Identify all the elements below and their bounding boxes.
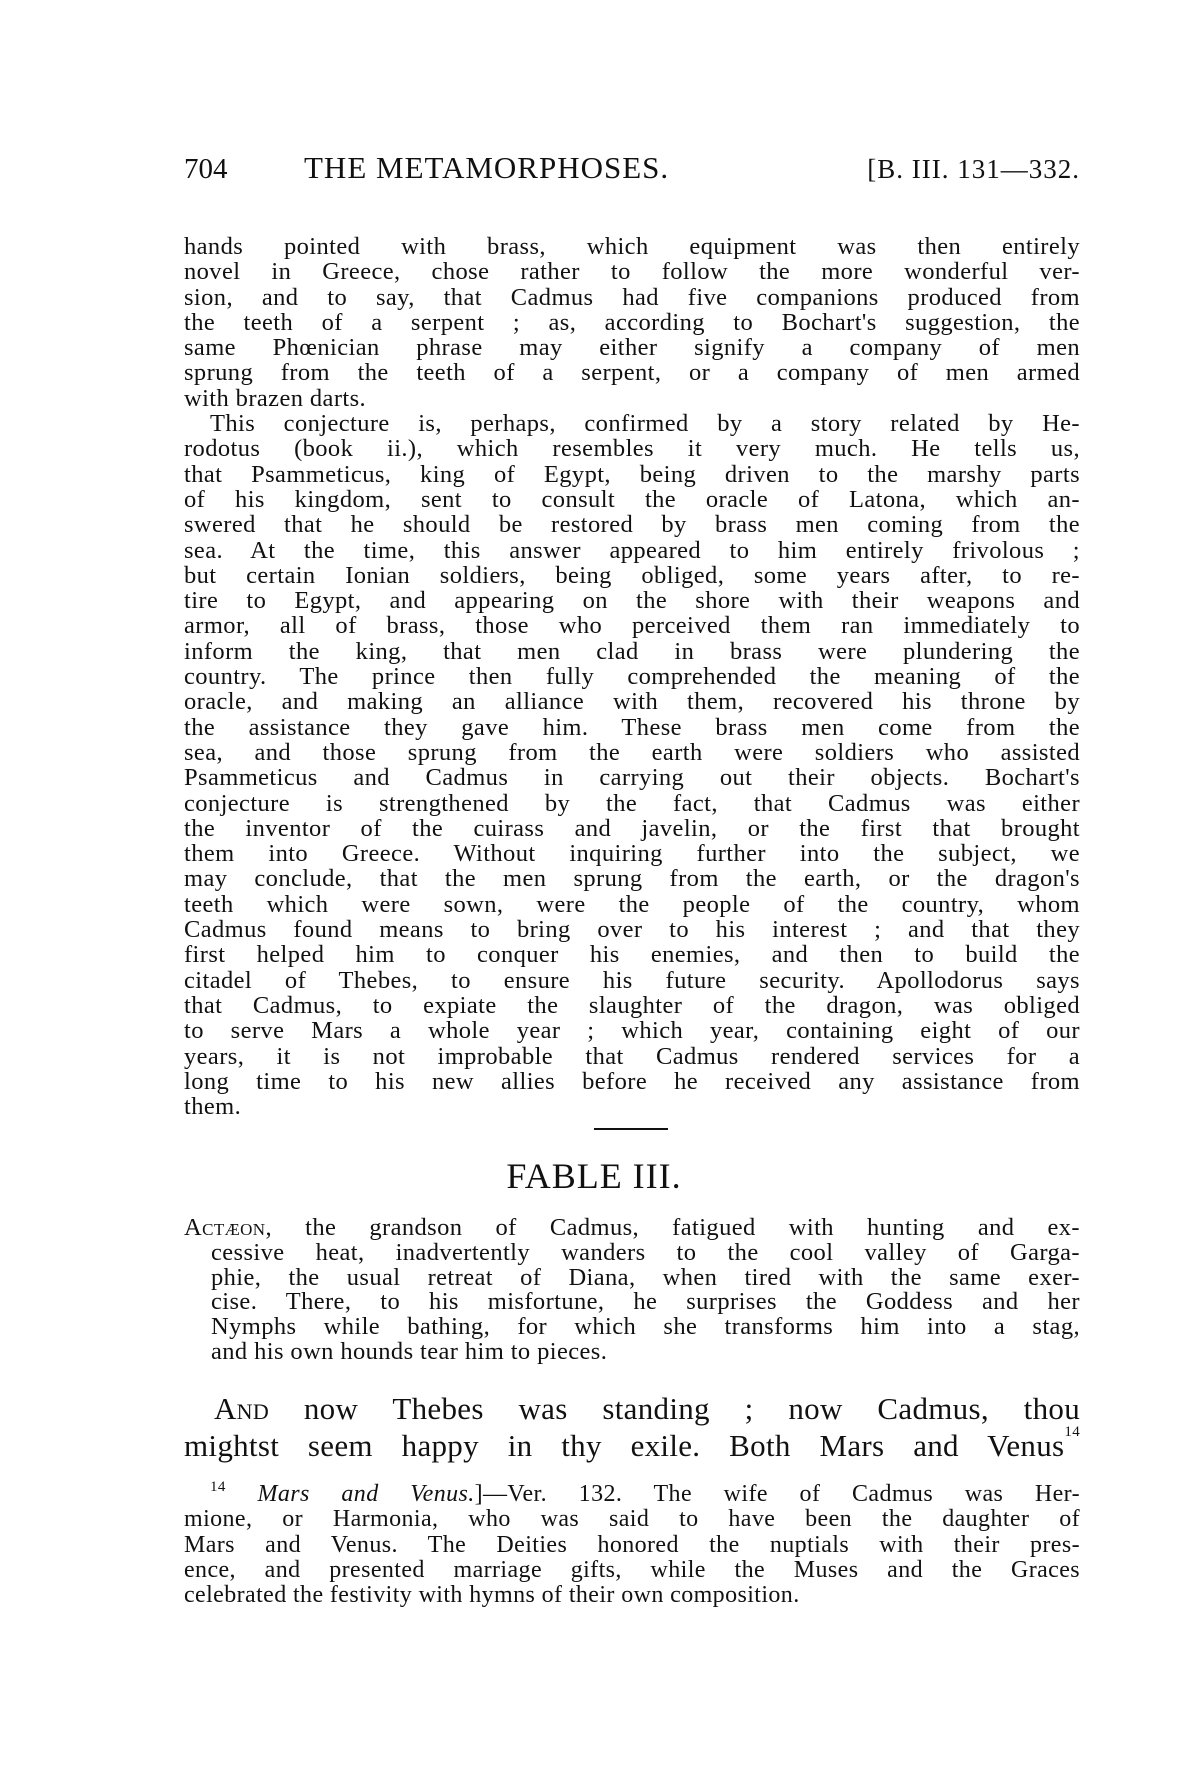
- footnote-title: Mars and Venus.: [257, 1481, 475, 1507]
- fable-argument: [184, 1216, 1080, 1365]
- text-line: them.: [184, 1093, 242, 1121]
- fable-heading: FABLE III.: [506, 1156, 682, 1196]
- running-header: [184, 150, 1080, 190]
- argument-line: phie, the usual retreat of Diana, when tired with the same exer-: [211, 1263, 1080, 1291]
- footnote-line: Mars and Venus. The Deities honored the nuptials with their pres-: [184, 1531, 1080, 1558]
- text-line: with brazen darts.: [184, 384, 367, 412]
- text-line: country. The prince then fully comprehended the meaning of the: [184, 663, 1080, 691]
- text-line: inform the king, that men clad in brass were plundering the: [184, 637, 1080, 665]
- text-line: long time to his new allies before he received any assistance from: [184, 1067, 1080, 1095]
- poem-line: [184, 1390, 1080, 1427]
- text-line: sprung from the teeth of a serpent, or a company of men armed: [184, 359, 1080, 387]
- commentary-text: [184, 234, 1080, 1119]
- page-number: 704: [184, 153, 228, 185]
- argument-line: cessive heat, inadvertently wanders to the cool valley of Garga-: [211, 1238, 1080, 1266]
- argument-line: [184, 1216, 1080, 1241]
- text-line: that Cadmus, to expiate the slaughter of the dragon, was obliged: [184, 991, 1080, 1019]
- text-line: hands pointed with brass, which equipment was then entirely: [184, 233, 1080, 260]
- poem-text-1: now Thebes was standing ; now Cadmus, thou: [269, 1391, 1080, 1426]
- text-line: sion, and to say, that Cadmus had five companions produced from: [184, 283, 1080, 311]
- footnote-line: mione, or Harmonia, who was said to have been the daughter of: [184, 1506, 1080, 1533]
- text-line: oracle, and making an alliance with them, recovered his throne by: [184, 688, 1080, 716]
- text-line: sea. At the time, this answer appeared to him entirely frivolous ;: [184, 536, 1080, 564]
- text-line: but certain Ionian soldiers, being obliged, some years after, to re-: [184, 561, 1080, 589]
- text-line: tire to Egypt, and appearing on the shore with their weapons and: [184, 587, 1080, 615]
- argument-line: Nymphs while bathing, for which she transforms him into a stag,: [211, 1313, 1080, 1341]
- text-line: to serve Mars a whole year ; which year, containing eight of our: [184, 1017, 1080, 1045]
- argument-lead: Actæon: [184, 1214, 266, 1241]
- text-line: the teeth of a serpent ; as, according to Bochart's suggestion, the: [184, 308, 1080, 336]
- poem-lead: And: [214, 1391, 270, 1426]
- section-divider: [594, 1128, 668, 1130]
- poem-line: [184, 1424, 1080, 1464]
- footnote-line: celebrated the festivity with hymns of their own composition.: [184, 1582, 800, 1609]
- text-line: citadel of Thebes, to ensure his future security. Apollodorus says: [184, 966, 1080, 994]
- text-line: Psammeticus and Cadmus in carrying out their objects. Bochart's: [184, 764, 1080, 792]
- text-line: novel in Greece, chose rather to follow the more wonderful ver-: [184, 258, 1080, 286]
- text-line: first helped him to conquer his enemies, and then to build the: [184, 941, 1080, 969]
- text-line: of his kingdom, sent to consult the oracle of Latona, which an-: [184, 485, 1080, 513]
- text-line: swered that he should be restored by brass men coming from the: [184, 511, 1080, 539]
- poem-text: [184, 1390, 1080, 1464]
- footnote: [184, 1479, 1080, 1609]
- argument-line: cise. There, to his misfortune, he surprises the Goddess and her: [211, 1288, 1080, 1316]
- text-line: may conclude, that the men sprung from the earth, or the dragon's: [184, 865, 1080, 893]
- text-line: This conjecture is, perhaps, confirmed by a story related by He-: [210, 410, 1080, 438]
- text-line: same Phœnician phrase may either signify a company of men: [184, 334, 1080, 362]
- poem-text-2: mightst seem happy in thy exile. Both Mars and Venus: [184, 1428, 1065, 1463]
- text-line: years, it is not improbable that Cadmus rendered services for a: [184, 1042, 1080, 1070]
- text-line: the inventor of the cuirass and javelin, or the first that brought: [184, 814, 1080, 842]
- section-range: [B. III. 131—332.: [867, 154, 1080, 184]
- footnote-marker: 14: [210, 1479, 226, 1495]
- text-line: them into Greece. Without inquiring further into the subject, we: [184, 840, 1080, 868]
- footnote-text: ]—Ver. 132. The wife of Cadmus was Her-: [474, 1481, 1080, 1507]
- footnote-line: ence, and presented marriage gifts, while the Muses and the Graces: [184, 1556, 1080, 1583]
- argument-line: and his own hounds tear him to pieces.: [211, 1337, 608, 1365]
- text-line: that Psammeticus, king of Egypt, being driven to the marshy parts: [184, 460, 1080, 488]
- text-line: armor, all of brass, those who perceived them ran immediately to: [184, 612, 1080, 640]
- text-line: Cadmus found means to bring over to his interest ; and that they: [184, 916, 1080, 944]
- text-line: teeth which were sown, were the people of the country, whom: [184, 890, 1080, 918]
- footnote-reference[interactable]: 14: [1064, 1424, 1080, 1440]
- text-line: the assistance they gave him. These brass men come from the: [184, 713, 1080, 741]
- text-line: conjecture is strengthened by the fact, that Cadmus was either: [184, 789, 1080, 817]
- footnote-line: [184, 1479, 1080, 1507]
- argument-text: , the grandson of Cadmus, fatigued with hunting and ex-: [265, 1214, 1080, 1241]
- text-line: rodotus (book ii.), which resembles it very much. He tells us,: [184, 435, 1080, 463]
- running-title: THE METAMORPHOSES.: [304, 150, 670, 185]
- text-line: sea, and those sprung from the earth were soldiers who assisted: [184, 738, 1080, 766]
